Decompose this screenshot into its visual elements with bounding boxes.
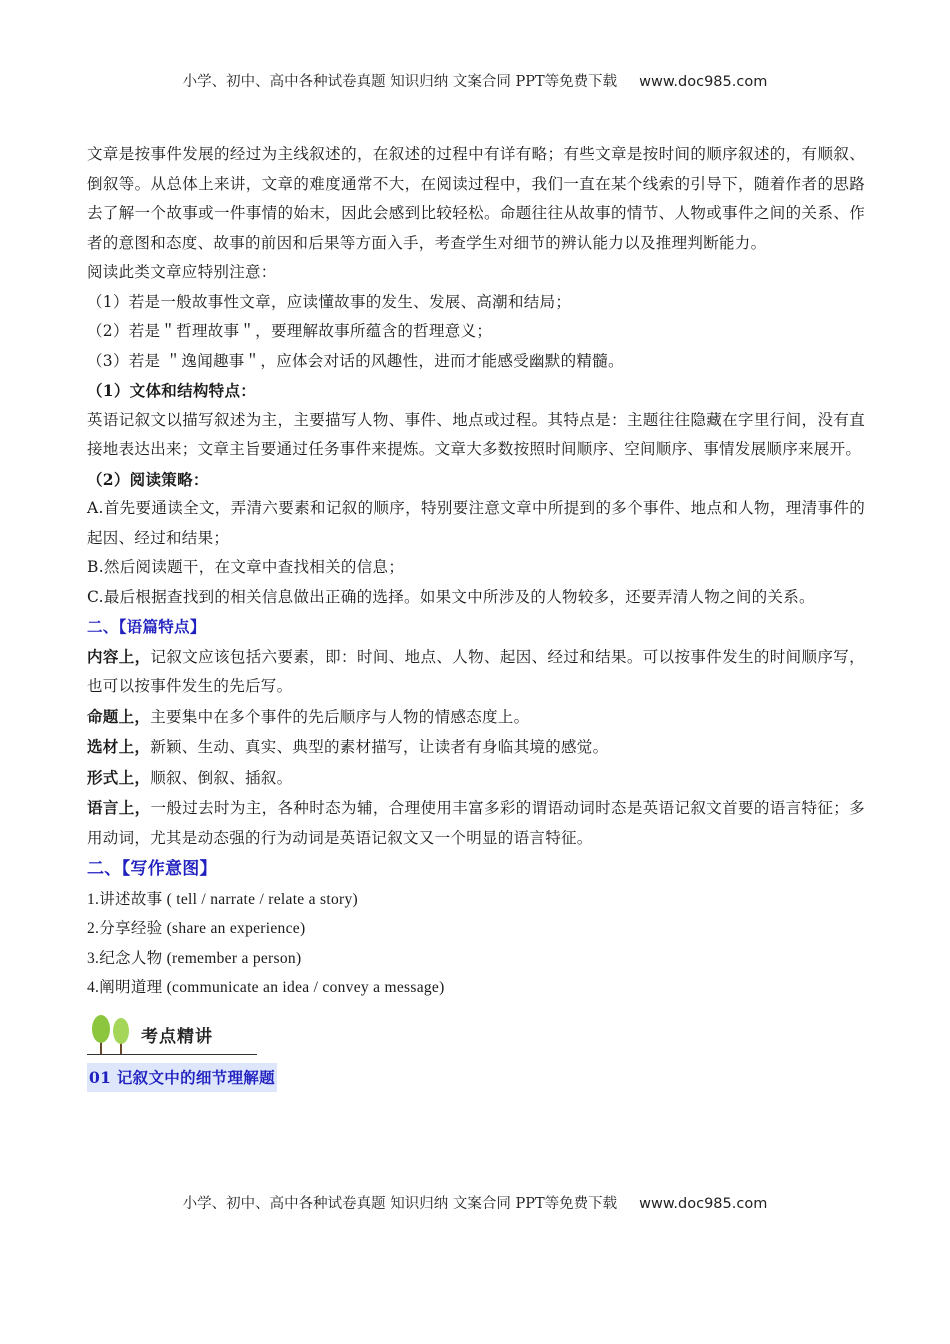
intent-item: 4.阐明道理 (communicate an idea / convey a message) (87, 979, 445, 996)
strategy-item: C.最后根据查找到的相关信息做出正确的选择。如果文中所涉及的人物较多，还要弄清人物之间的关系。 (87, 587, 815, 606)
style-body: 英语记叙文以描写叙述为主，主要描写人物、事件、地点或过程。其特点是：主题往往隐藏在字里行间，没有直接地表达出来；文章主旨要通过任务事件来提炼。文章大多数按照时间顺序、空间顺序、事情发展顺序来展开。 (87, 410, 865, 458)
intent-item: 1.讲述故事 ( tell / narrate / relate a story) (87, 890, 358, 908)
intent-title: 二、【写作意图】 (87, 859, 217, 879)
banner-underline (87, 1054, 257, 1055)
feature-text: 记叙文应该包括六要素，即：时间、地点、人物、起因、经过和结果。可以按事件发生的时间顺序写，也可以按事件发生的先后写。 (87, 647, 865, 695)
trees-icon (87, 1013, 137, 1059)
feature-item (87, 642, 865, 702)
feature-item (87, 793, 865, 853)
document-body (87, 140, 865, 1093)
feature-label: 内容上， (87, 646, 151, 666)
feature-item (87, 732, 865, 763)
feature-text: 一般过去时为主，各种时态为辅，合理使用丰富多彩的谓语动词时态是英语记叙文首要的语言特征；多用动词，尤其是动态强的行为动词是英语记叙文又一个明显的语言特征。 (87, 799, 865, 847)
feature-label: 语言上， (87, 798, 151, 817)
header-text: 小学、初中、高中各种试卷真题 知识归纳 文案合同 PPT等免费下载 (182, 74, 618, 90)
feature-label: 形式上， (87, 767, 151, 787)
strategy-item: B.然后阅读题干，在文章中查找相关的信息； (87, 558, 405, 576)
notice-title: 阅读此类文章应特别注意： (87, 263, 277, 281)
strategy-item: A.首先要通读全文，弄清六要素和记叙的顺序，特别要注意文章中所提到的多个事件、地点和人物，理清事件的起因、经过和结果； (87, 499, 865, 547)
footer-url[interactable]: www.doc985.com (639, 1196, 768, 1212)
section-link[interactable]: 01 记叙文中的细节理解题 (87, 1063, 277, 1093)
feature-label: 选材上， (87, 737, 151, 756)
feature-text: 新颖、生动、真实、典型的素材描写，让读者有身临其境的感觉。 (150, 738, 609, 756)
feature-text: 主要集中在多个事件的先后顺序与人物的情感态度上。 (150, 707, 530, 726)
notice-item: （1）若是一般故事性文章，应读懂故事的发生、发展、高潮和结局； (87, 292, 572, 311)
intent-item: 2.分享经验 (share an experience) (87, 920, 306, 937)
feature-text: 顺叙、倒叙、插叙。 (150, 768, 293, 787)
footer-text: 小学、初中、高中各种试卷真题 知识归纳 文案合同 PPT等免费下载 (182, 1196, 618, 1212)
banner-label: 考点精讲 (141, 1026, 213, 1047)
features-title: 二、【语篇特点】 (87, 617, 206, 636)
feature-item (87, 763, 865, 794)
feature-label: 命题上， (87, 706, 151, 726)
strategy-title: （2）阅读策略： (87, 469, 209, 489)
notice-item: （2）若是＂哲理故事＂，要理解故事所蕴含的哲理意义； (87, 322, 493, 340)
style-title: （1）文体和结构特点： (87, 381, 257, 400)
section-banner (87, 1013, 257, 1061)
page-header (0, 70, 950, 91)
feature-item (87, 702, 865, 733)
page-footer (0, 1192, 950, 1213)
section-heading-row (87, 1061, 865, 1094)
notice-item: （3）若是 ＂逸闻趣事＂，应体会对话的风趣性，进而才能感受幽默的精髓。 (87, 351, 624, 370)
intent-item: 3.纪念人物 (remember a person) (87, 949, 302, 967)
header-url[interactable]: www.doc985.com (639, 74, 768, 90)
intro-paragraph: 文章是按事件发展的经过为主线叙述的，在叙述的过程中有详有略；有些文章是按时间的顺序叙述的，有顺叙、倒叙等。从总体上来讲，文章的难度通常不大，在阅读过程中，我们一直在某个线索的引导下，随着作者的思路去了解一个故事或一件事情的始末，因此会感到比较轻松。命题往往从故事的情节、人物或事件之间的关系、作者的意图和态度、故事的前因和后果等方面入手，考查学生对细节的辨认能力以及推理判断能力。 (87, 145, 865, 252)
